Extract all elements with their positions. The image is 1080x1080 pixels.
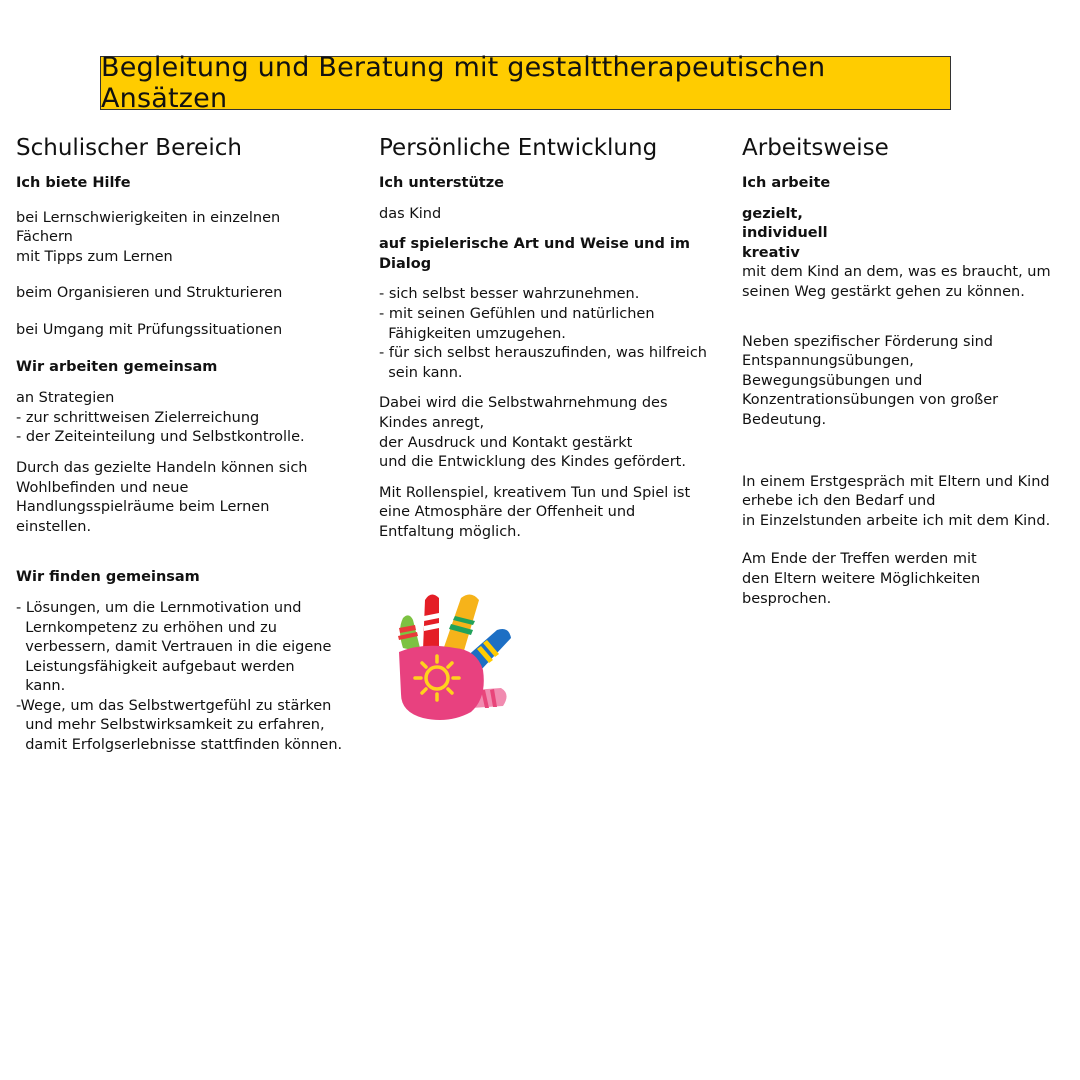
painted-hand-icon [393, 590, 517, 722]
text-line: einstellen. [16, 518, 92, 535]
text-line: auf spielerische Art und Weise und im [379, 236, 691, 253]
paragraph [742, 473, 1062, 532]
text-line: Kindes anregt, [379, 414, 485, 431]
text-line: - der Zeiteinteilung und Selbstkontrolle. [16, 429, 305, 446]
text-line: Bedeutung. [742, 411, 827, 428]
text-line: Am Ende der Treffen werden mit [742, 551, 977, 568]
text-line: seinen Weg gestärkt gehen zu können. [742, 283, 1025, 300]
text-line: sein kann. [379, 364, 463, 381]
text-line: damit Erfolgserlebnisse stattfinden können. [16, 737, 343, 754]
text-line: das Kind [379, 205, 442, 222]
paragraph [16, 459, 346, 537]
text-line: - zur schrittweisen Zielerreichung [16, 409, 260, 426]
text-line: individuell [742, 225, 828, 242]
text-line: Dialog [379, 255, 432, 272]
page-title: Begleitung und Beratung mit gestalttherapeutischen Ansätzen [101, 52, 826, 114]
find-list [16, 599, 346, 756]
text-line: Bewegungsübungen und [742, 372, 923, 389]
text-line: Leistungsfähigkeit aufgebaut werden [16, 658, 295, 675]
text-line: Fähigkeiten umzugehen. [379, 325, 566, 342]
text-line: an Strategien [16, 390, 115, 407]
bullet-list [379, 285, 709, 383]
text-line: und mehr Selbstwirksamkeit zu erfahren, [16, 717, 325, 734]
text-line: mit Tipps zum Lernen [16, 248, 173, 265]
text-line: Neben spezifischer Förderung sind [742, 333, 994, 350]
text-line: den Eltern weitere Möglichkeiten [742, 570, 981, 587]
text-line: Fächern [16, 229, 73, 246]
ways-list [742, 205, 1062, 264]
paragraph [742, 550, 1062, 609]
text-line: der Ausdruck und Kontakt gestärkt [379, 434, 633, 451]
paragraph [742, 333, 1062, 431]
help-list [16, 209, 346, 268]
text-line: Durch das gezielte Handeln können sich [16, 459, 308, 476]
subheading: Ich unterstütze [379, 175, 505, 191]
subheading [379, 235, 709, 274]
column-heading: Persönliche Entwicklung [379, 135, 658, 161]
strategies-list [16, 389, 346, 448]
paragraph [742, 263, 1062, 302]
text-line: - sich selbst besser wahrzunehmen. [379, 286, 640, 303]
text-line: - Lösungen, um die Lernmotivation und [16, 599, 302, 616]
subheading: Wir finden gemeinsam [16, 569, 200, 586]
text-line: verbessern, damit Vertrauen in die eigene [16, 639, 332, 656]
text-line: eine Atmosphäre der Offenheit und [379, 504, 636, 521]
subheading: Wir arbeiten gemeinsam [16, 358, 218, 375]
text-line: Wohlbefinden und neue [16, 479, 189, 496]
paragraph [379, 484, 709, 543]
column-persoenliche-entwicklung [379, 134, 709, 543]
text-line: Lernkompetenz zu erhöhen und zu [16, 619, 277, 636]
text-line: Mit Rollenspiel, kreativem Tun und Spiel ist [379, 484, 691, 501]
text-line: - mit seinen Gefühlen und natürlichen [379, 305, 655, 322]
text-line: -Wege, um das Selbstwertgefühl zu stärken [16, 697, 332, 714]
text-line: Entspannungsübungen, [742, 353, 914, 370]
text-line: Dabei wird die Selbstwahrnehmung des [379, 395, 668, 412]
title-banner [100, 52, 951, 114]
paragraph [379, 394, 709, 472]
subheading: Ich arbeite [742, 175, 831, 191]
text-line: bei Lernschwierigkeiten in einzelnen [16, 209, 281, 226]
text-line: in Einzelstunden arbeite ich mit dem Kind. [742, 512, 1051, 529]
text-line: gezielt, [742, 205, 803, 222]
text-line: bei Umgang mit Prüfungssituationen [16, 321, 283, 338]
text-line: Konzentrationsübungen von großer [742, 392, 999, 409]
column-arbeitsweise [742, 134, 1062, 609]
text-line: besprochen. [742, 590, 832, 607]
column-heading: Schulischer Bereich [16, 135, 242, 161]
text-line: Entfaltung möglich. [379, 523, 521, 540]
text-line: mit dem Kind an dem, was es braucht, um [742, 264, 1051, 281]
text-line: beim Organisieren und Strukturieren [16, 285, 283, 302]
text-line: kreativ [742, 244, 800, 261]
text-line: Handlungsspielräume beim Lernen [16, 499, 270, 516]
column-schulischer-bereich [16, 134, 346, 756]
column-heading: Arbeitsweise [742, 135, 889, 161]
text-line: erhebe ich den Bedarf und [742, 493, 936, 510]
text-line: kann. [16, 678, 66, 695]
text-line: In einem Erstgespräch mit Eltern und Kind [742, 473, 1050, 490]
text-line: und die Entwicklung des Kindes gefördert. [379, 454, 686, 471]
subheading: Ich biete Hilfe [16, 175, 131, 191]
text-line: - für sich selbst herauszufinden, was hilfreich [379, 345, 707, 362]
